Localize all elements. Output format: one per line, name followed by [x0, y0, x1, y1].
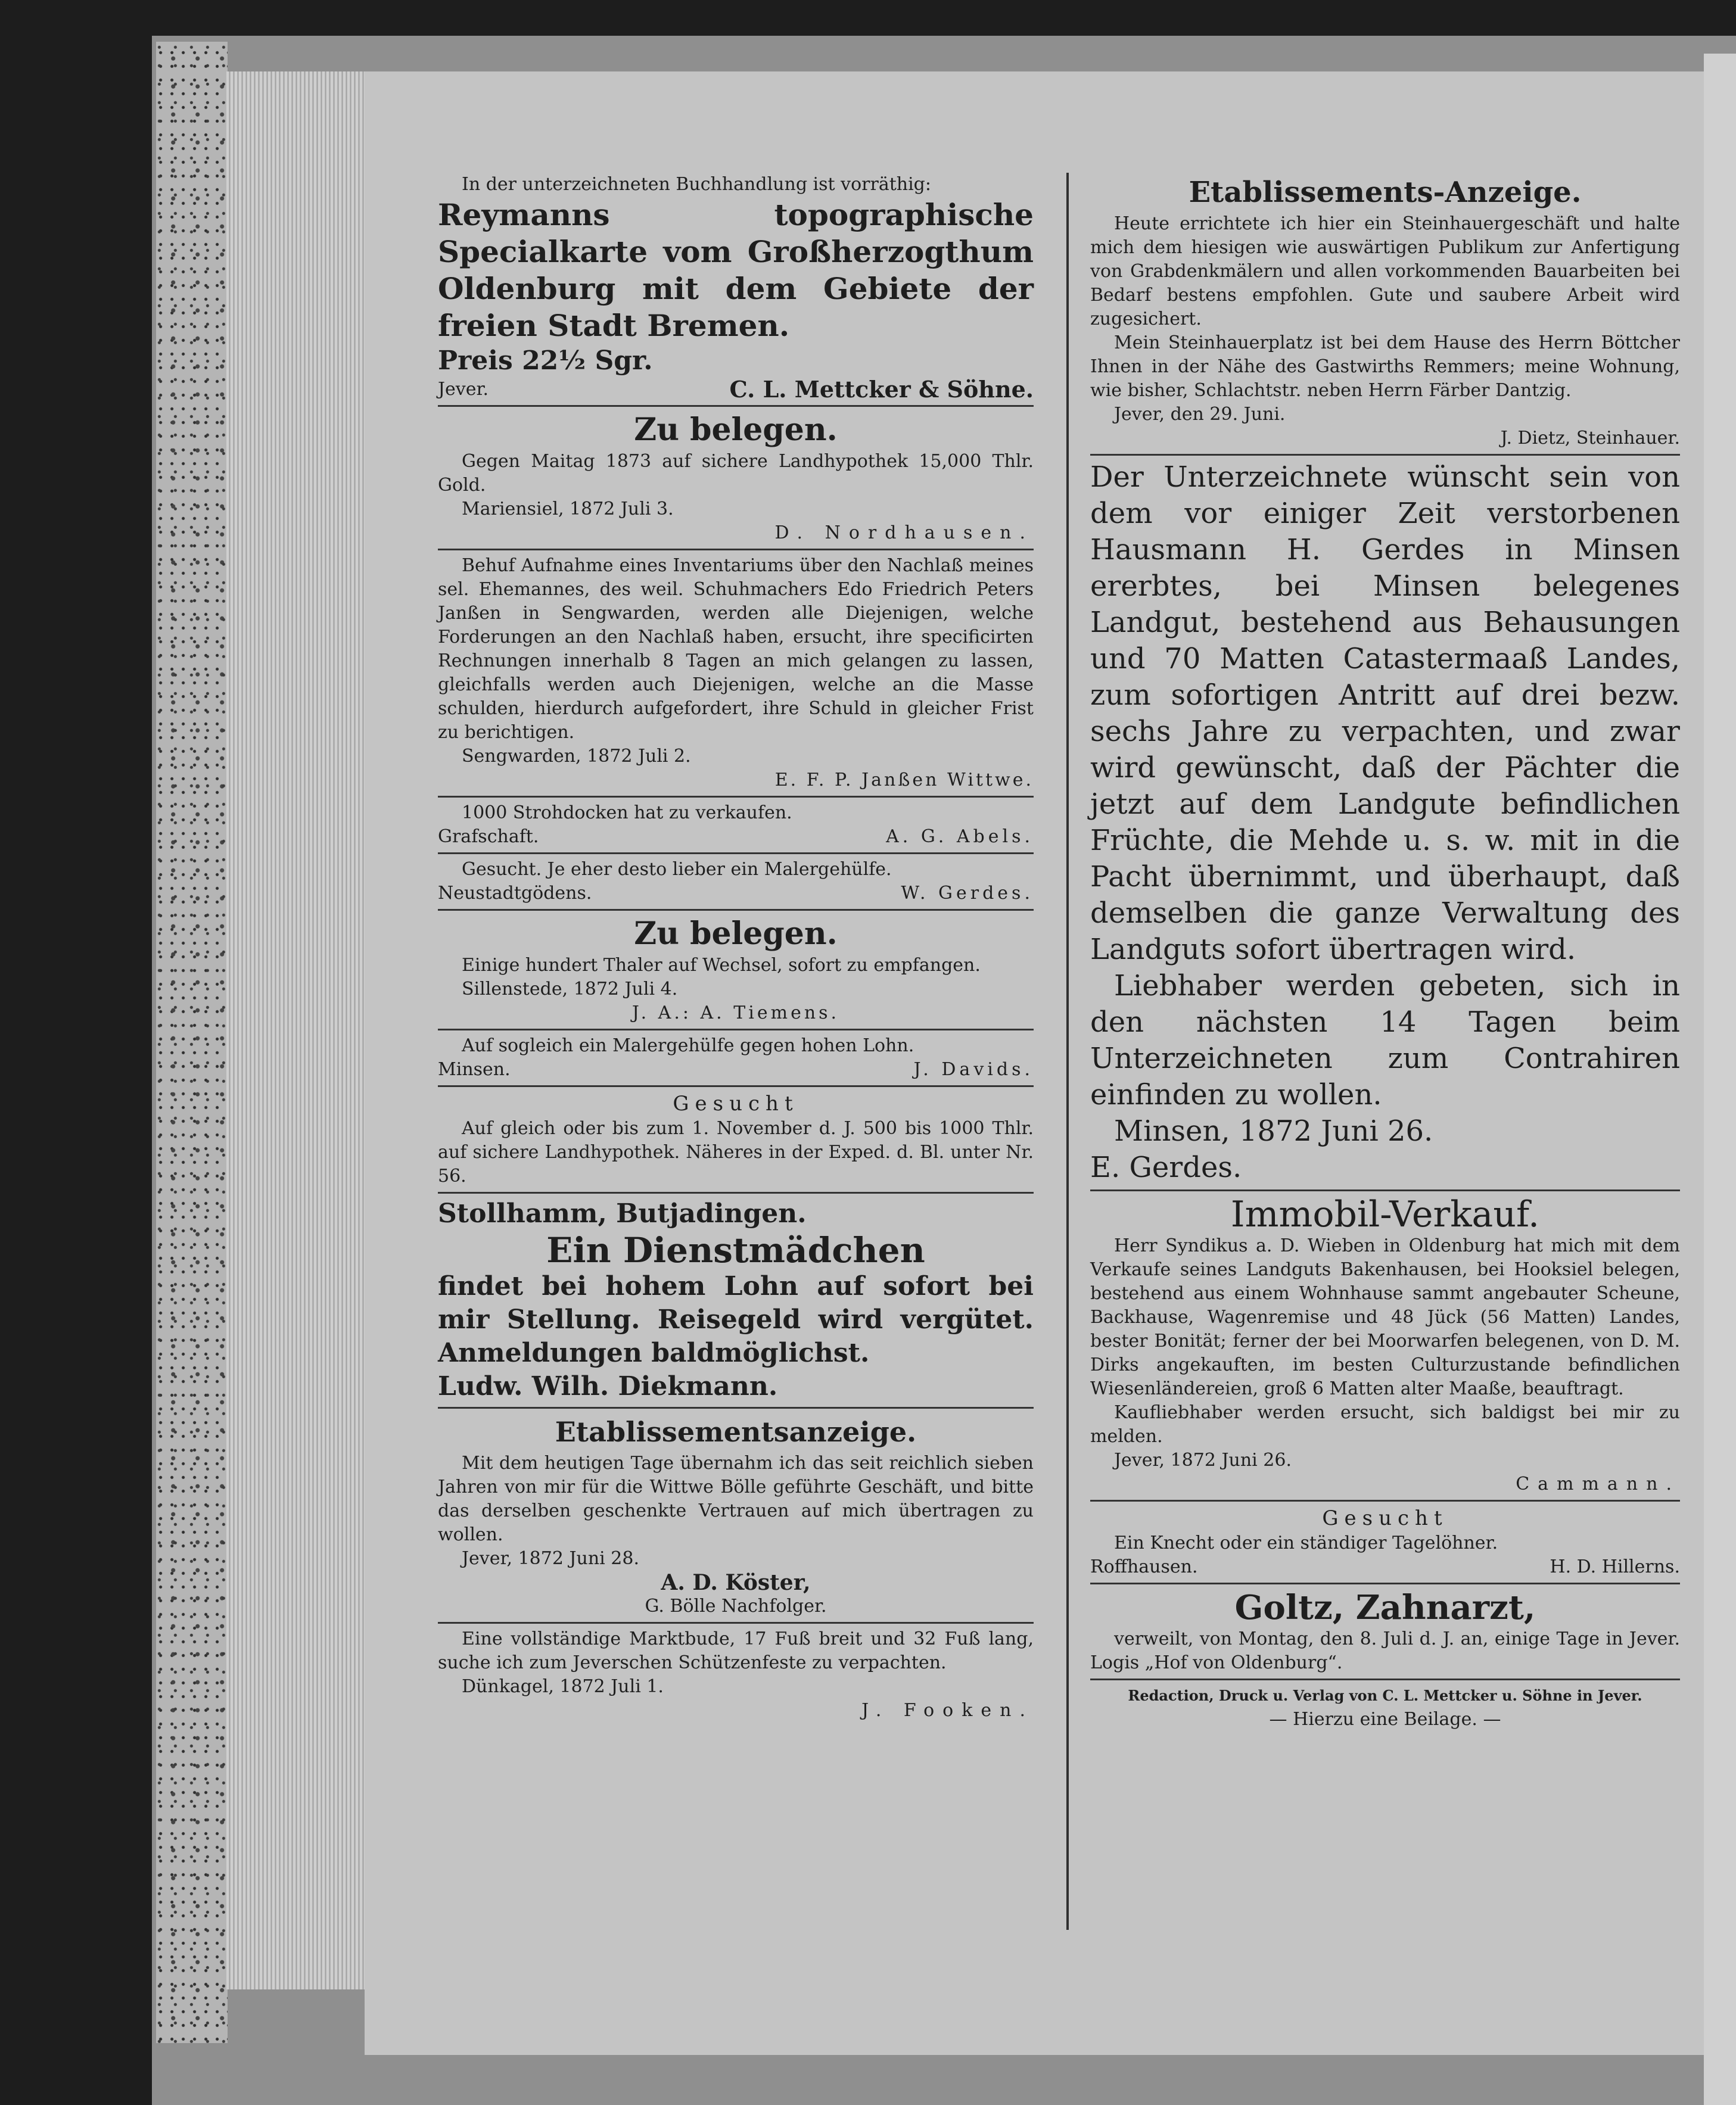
ad-heading: Gesucht	[1322, 1506, 1448, 1530]
ad-signature-2: G. Bölle Nachfolger.	[645, 1596, 827, 1617]
ad-inventarium	[438, 554, 1034, 792]
ad-immobil-verkauf	[1090, 1195, 1680, 1496]
divider	[438, 852, 1034, 854]
ad-body: Auf sogleich ein Malergehülfe gegen hohen Lohn.	[462, 1035, 914, 1056]
ad-signature: J. Davids.	[913, 1059, 1034, 1080]
speckled-cover-edge	[156, 42, 228, 2043]
ad-intro: In der unterzeichneten Buchhandlung ist vorräthig:	[462, 174, 931, 195]
ad-signature-row	[438, 825, 1034, 849]
divider	[1090, 1679, 1680, 1680]
divider	[438, 1085, 1034, 1087]
ad-signature: A. D. Köster,	[661, 1570, 811, 1595]
ad-zu-belegen-2	[438, 914, 1034, 1025]
ad-signature: Cammann.	[1516, 1474, 1680, 1494]
ad-signature-row	[438, 882, 1034, 905]
ad-heading: Immobil-Verkauf.	[1230, 1194, 1540, 1235]
supplement-note: — Hierzu eine Beilage. —	[1269, 1709, 1501, 1730]
divider	[1090, 1189, 1680, 1191]
ad-steinhauer	[1090, 173, 1680, 450]
ad-place-date: Minsen, 1872 Juni 26.	[1114, 1114, 1433, 1148]
ad-signature: E. F. P. Janßen Wittwe.	[774, 770, 1034, 790]
ad-body: Behuf Aufnahme eines Inventariums über den Nachlaß meines sel. Ehemannes, des weil. Schuhmachers Edo Friedrich Peters Janßen in Sengwarden, werden alle Diejenigen, welche Forderungen an den Nachlaß haben, ersucht, ihre specificirten Rechnungen innerhalb 8 Tagen an mich gelangen zu lassen, gleichfalls werden auch Diejenigen, welche an die Masse schulden, hierdurch aufgefordert, ihre Schuld in gleicher Frist zu berichtigen.	[438, 555, 1034, 743]
ad-body: verweilt, von Montag, den 8. Juli d. J. an, einige Tage in Jever. Logis „Hof von Oldenburg“.	[1090, 1628, 1680, 1673]
ad-body: Eine vollständige Marktbude, 17 Fuß breit und 32 Fuß lang, suche ich zum Jeverschen Schützenfeste zu verpachten.	[438, 1628, 1034, 1673]
ad-heading: Goltz, Zahnarzt,	[1234, 1588, 1536, 1627]
ad-place-date: Jever, 1872 Juni 26.	[1114, 1450, 1292, 1471]
ad-signature: J. Fooken.	[861, 1700, 1034, 1721]
ad-signature: W. Gerdes.	[901, 883, 1034, 904]
ad-place-date: Sengwarden, 1872 Juli 2.	[462, 746, 691, 767]
ad-place: Jever.	[438, 379, 489, 400]
ad-signature: J. A.: A. Tiemens.	[631, 1002, 840, 1023]
ad-gesucht-hypothek	[438, 1091, 1034, 1188]
facing-page-edge	[1704, 54, 1736, 2105]
ad-place: Neustadtgödens.	[438, 883, 592, 904]
ad-body: Einige hundert Thaler auf Wechsel, sofort zu empfangen.	[462, 955, 981, 976]
ad-heading: Etablissementsanzeige.	[555, 1416, 917, 1448]
ad-body: Heute errichtete ich hier ein Steinhauergeschäft und halte mich dem hiesigen wie auswärtigen Publikum zur Anfertigung von Grabdenkmälern und allen vorkommenden Bauarbeiten bei Bedarf bestens empfohlen. Gute und saubere Arbeit wird zugesichert.	[1090, 213, 1680, 329]
divider	[438, 405, 1034, 407]
ad-place-date: Jever, 1872 Juni 28.	[462, 1548, 639, 1569]
ad-place: Minsen.	[438, 1059, 511, 1080]
ad-marktbude	[438, 1627, 1034, 1723]
divider	[1090, 1500, 1680, 1502]
ad-strohdocken	[438, 801, 1034, 849]
ad-place-date: Mariensiel, 1872 Juli 3.	[462, 499, 674, 519]
ad-signature: E. Gerdes.	[1090, 1151, 1242, 1184]
ad-body: Der Unterzeichnete wünscht sein von dem vor einiger Zeit verstorbenen Hausmann H. Gerdes in Minsen ererbtes, bei Minsen belegenes Landgut, bestehend aus Behausungen und 70 Matten Catastermaaß Landes, zum sofortigen Antritt auf drei bezw. sechs Jahre zu verpachten, und zwar wird gewünscht, daß der Pächter die jetzt auf dem Landgute befindlichen Früchte, die Mehde u. s. w. mit in die Pacht übernimmt, und überhaupt, daß demselben die ganze Verwaltung des Landguts sofort übertragen wird.	[1090, 460, 1680, 966]
ad-place-date: Jever, den 29. Juni.	[1114, 404, 1286, 425]
ad-body: Gesucht. Je eher desto lieber ein Malergehülfe.	[462, 859, 892, 880]
ad-price: Preis 22½ Sgr.	[438, 345, 653, 376]
ad-landgut-pacht	[1090, 459, 1680, 1186]
ad-place-date: Dünkagel, 1872 Juli 1.	[462, 1676, 664, 1697]
divider	[438, 1622, 1034, 1624]
ad-signature-row	[1090, 1555, 1680, 1579]
divider	[1090, 1583, 1680, 1584]
ad-zu-belegen-1	[438, 410, 1034, 545]
ad-body-2: Liebhaber werden gebeten, sich in den nächsten 14 Tagen beim Unterzeichneten zum Contrahiren einfinden zu wollen.	[1090, 969, 1680, 1111]
ad-signature: A. G. Abels.	[886, 826, 1034, 847]
ad-body: Gegen Maitag 1873 auf sichere Landhypothek 15,000 Thlr. Gold.	[438, 451, 1034, 496]
ad-map	[438, 173, 1034, 401]
ad-place-date: Sillenstede, 1872 Juli 4.	[462, 979, 678, 999]
ad-body: findet bei hohem Lohn auf sofort bei mir Stellung. Reisegeld wird vergütet. Anmeldungen baldmöglichst.	[438, 1271, 1034, 1368]
ad-signature: J. Dietz, Steinhauer.	[1500, 428, 1680, 449]
ad-body-2: Mein Steinhauerplatz ist bei dem Hause des Herrn Böttcher Ihnen in der Nähe des Gastwirths Remmers; meine Wohnung, wie bisher, Schlachtstr. neben Herrn Färber Dantzig.	[1090, 332, 1680, 401]
divider	[438, 1192, 1034, 1194]
ad-body: Ein Knecht oder ein ständiger Tagelöhner.	[1114, 1533, 1498, 1553]
ad-body: Auf gleich oder bis zum 1. November d. J. 500 bis 1000 Thlr. auf sichere Landhypothek. Näheres in der Exped. d. Bl. unter Nr. 56.	[438, 1118, 1034, 1187]
left-column	[438, 173, 1034, 1723]
ad-body-2: Kaufliebhaber werden ersucht, sich baldigst bei mir zu melden.	[1090, 1402, 1680, 1447]
ad-body: Herr Syndikus a. D. Wieben in Oldenburg hat mich mit dem Verkaufe seines Landguts Bakenhausen, bei Hooksiel belegen, bestehend aus einem Wohnhause sammt angebauter Scheune, Backhause, Wagenremise und 48 Jück (56 Matten) Landes, bester Bonität; ferner der bei Moorwarfen belegenen, von D. M. Dirks angekauften, im besten Culturzustande befindlichen Wiesenländereien, groß 6 Matten alter Maaße, beauftragt.	[1090, 1235, 1680, 1399]
ad-place: Roffhausen.	[1090, 1556, 1198, 1577]
ad-signature-row	[438, 1058, 1034, 1082]
ad-heading: Zu belegen.	[634, 412, 838, 448]
ad-malergehuelfe-1	[438, 858, 1034, 905]
ad-body: 1000 Strohdocken hat zu verkaufen.	[462, 802, 792, 823]
divider	[1090, 454, 1680, 456]
ad-zahnarzt	[1090, 1588, 1680, 1675]
ad-signature: Ludw. Wilh. Diekmann.	[438, 1371, 778, 1402]
ad-etablissementsanzeige	[438, 1412, 1034, 1618]
column-divider	[1066, 173, 1069, 1930]
ad-place: Grafschaft.	[438, 826, 539, 847]
ad-signature: D. Nordhausen.	[774, 522, 1034, 543]
ad-heading: Etablissements-Anzeige.	[1189, 176, 1582, 209]
divider	[438, 909, 1034, 911]
ad-heading: Gesucht	[673, 1092, 799, 1116]
ad-dienstmaedchen	[438, 1197, 1034, 1403]
ad-heading: Ein Dienstmädchen	[546, 1230, 925, 1271]
ad-malergehuelfe-2	[438, 1034, 1034, 1082]
divider	[438, 1407, 1034, 1409]
divider	[438, 549, 1034, 550]
right-column	[1090, 173, 1680, 1732]
ad-signature: H. D. Hillerns.	[1550, 1556, 1680, 1577]
divider	[438, 796, 1034, 798]
ad-place: Stollhamm, Butjadingen.	[438, 1198, 807, 1229]
imprint: Redaction, Druck u. Verlag von C. L. Mettcker u. Söhne in Jever.	[1128, 1687, 1642, 1704]
ad-signature-row	[438, 378, 1034, 401]
ad-title: Reymanns topographische Specialkarte vom Großherzogthum Oldenburg mit dem Gebiete der freien Stadt Bremen.	[438, 197, 1034, 343]
divider	[438, 1029, 1034, 1030]
page-stack-edge	[226, 71, 366, 1989]
ad-body: Mit dem heutigen Tage übernahm ich das seit reichlich sieben Jahren von mir für die Wittwe Bölle geführte Geschäft, und bitte das derselben geschenkte Vertrauen auf mich übertragen zu wollen.	[438, 1453, 1034, 1545]
ad-signature: C. L. Mettcker & Söhne.	[729, 376, 1034, 403]
ad-heading: Zu belegen.	[634, 916, 838, 952]
ad-knecht	[1090, 1505, 1680, 1579]
